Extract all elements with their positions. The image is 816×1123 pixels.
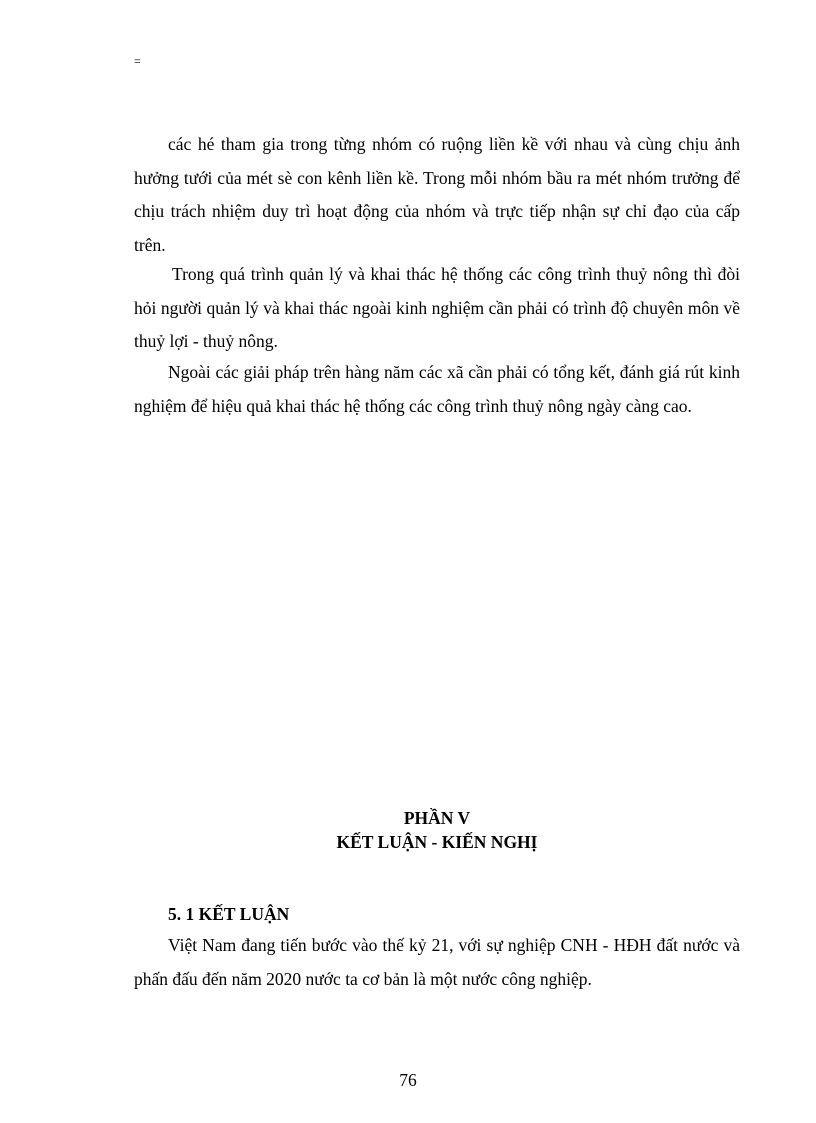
section-paragraph: Việt Nam đang tiến bước vào thế kỷ 21, với sự nghiệp CNH - HĐH đất nước và phấn đấu đến năm 2020 nước ta cơ bản là một nước công nghiệp. xyxy=(134,935,740,989)
body-paragraph-1: các hé tham gia trong từng nhóm có ruộng liền kề với nhau và cùng chịu ảnh hưởng tưới của mét sè con kênh liền kề. Trong mỗi nhóm bầu ra mét nhóm trưởng để chịu trách nhiệm duy trì hoạt động của nhóm và trực tiếp nhận sự chỉ đạo của cấp trên. xyxy=(134,134,740,255)
part-number-heading: PHẦN V xyxy=(403,808,471,828)
body-paragraph-3: Ngoài các giải pháp trên hàng năm các xã cần phải có tổng kết, đánh giá rút kinh nghiệm để hiệu quả khai thác hệ thống các công trình thuỷ nông ngày càng cao. xyxy=(134,362,740,416)
header-mark: = xyxy=(134,54,141,68)
body-paragraph-2: Trong quá trình quản lý và khai thác hệ thống các công trình thuỷ nông thì đòi hỏi người quản lý và khai thác ngoài kinh nghiệm cần phải có trình độ chuyên môn về thuỷ lợi - thuỷ nông. xyxy=(134,264,740,351)
part-title-heading: KẾT LUẬN - KIẾN NGHỊ xyxy=(336,832,538,852)
section-title: 5. 1 KẾT LUẬN xyxy=(168,904,290,924)
page-number: 76 xyxy=(399,1070,417,1090)
